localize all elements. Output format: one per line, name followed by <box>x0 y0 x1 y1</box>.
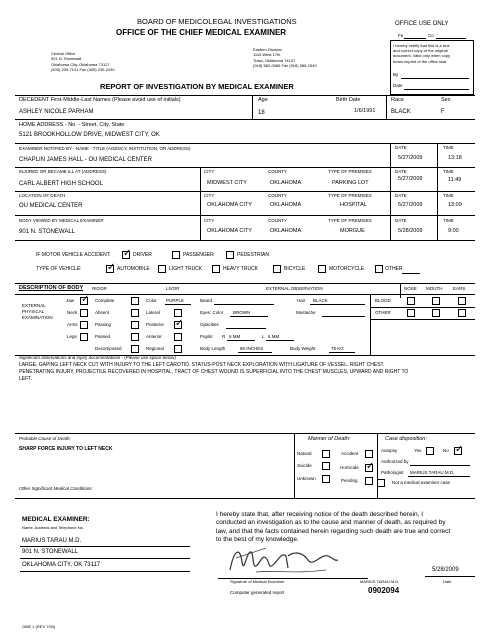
other-mouth-checkbox[interactable] <box>432 309 440 317</box>
other-vehicle-checkbox[interactable] <box>375 265 383 273</box>
driver-label: DRIVER <box>133 252 152 258</box>
cause-of-death-value: SHARP FORCE INJURY TO LEFT NECK <box>19 446 113 452</box>
observations-label: Significant observations and injury documentations - (Please use space below) <box>19 355 176 360</box>
automobile-checkbox[interactable]: ✓ <box>107 262 116 273</box>
manner-unknown-checkbox[interactable] <box>322 475 330 483</box>
examiner-signature <box>226 540 346 580</box>
manner-of-death-label: Manner of Death: <box>308 436 351 442</box>
manner-pending-label: Pending <box>341 478 358 483</box>
viewed-city: OKLAHOMA CITY <box>207 228 252 234</box>
body-length-label: Body Length <box>200 346 226 351</box>
pupil-l-value: 6 MM <box>268 334 280 339</box>
heavy-truck-checkbox[interactable] <box>212 265 220 273</box>
vehicle-type-label: TYPE OF VEHICLE: <box>36 266 82 272</box>
viewed-time: 9:00 <box>448 228 459 234</box>
injured-county-label: COUNTY <box>268 169 287 174</box>
viewed-premises: MORGUE <box>340 228 365 234</box>
body-viewed-value: 901 N. STONEWALL <box>19 229 76 235</box>
form-code: OME 1 (REV 7/00) <box>22 624 56 629</box>
autopsy-yes-label: Yes <box>414 448 422 453</box>
rigor-passing-label: Passing <box>95 322 112 327</box>
medical-examiner-title: MEDICAL EXAMINER: <box>22 516 90 523</box>
driver-checkbox[interactable]: ✓ <box>123 248 132 259</box>
livor-regional-checkbox[interactable] <box>174 345 182 353</box>
death-time: 13:09 <box>448 202 462 208</box>
manner-accident-label: Accident <box>341 451 359 456</box>
pedestrian-checkbox[interactable] <box>226 251 234 259</box>
death-date-label: DATE <box>395 193 407 198</box>
manner-natural-label: Natural <box>297 451 312 456</box>
livor-anterior-checkbox[interactable] <box>174 333 182 341</box>
livor-posterior-label: Posterior <box>146 322 165 327</box>
report-title: REPORT OF INVESTIGATION BY MEDICAL EXAMINER <box>100 82 294 91</box>
certify-copy-text: I hereby certify that this is a true and correct copy of the original document. Valid only when copy bears imprint of the office seal. <box>393 43 451 64</box>
viewed-date: 5/28/2009 <box>398 228 423 234</box>
office-name: OFFICE OF THE CHIEF MEDICAL EXAMINER <box>116 28 287 37</box>
printed-name: MARIUS TARAU M.D. <box>360 579 400 584</box>
blood-ears-checkbox[interactable] <box>458 297 466 305</box>
date-label: Date <box>393 83 403 88</box>
decedent-name-label: DECEDENT First-Middle-Last Names (Please avoid use of initials) <box>19 97 181 103</box>
injured-county: OKLAHOMA <box>270 180 302 186</box>
viewed-city-label: CITY <box>204 218 215 223</box>
not-me-case-label: Not a medical examiner case <box>392 480 451 485</box>
sign-date-label: Date <box>443 579 452 584</box>
sign-date: 5/28/2009 <box>432 567 459 573</box>
rigor-passing-checkbox[interactable] <box>131 321 139 329</box>
beard-label: Beard <box>200 298 213 303</box>
livor-regional-label: Regional <box>146 346 164 351</box>
death-time-label: TIME <box>443 193 454 198</box>
home-address: 5121 BROOKHOLLOW DRIVE, MIDWEST CITY, OK <box>19 132 160 138</box>
opacities-label: Opacities <box>200 322 219 327</box>
bicycle-label: BICYCLE <box>284 266 306 272</box>
mustache-label: Mustache <box>296 310 316 315</box>
injured-date: 5/27/2009 <box>398 176 423 182</box>
race-label: Race <box>391 97 404 103</box>
body-weight-value: 75 KG <box>331 346 344 351</box>
eyes-color-label: Eyes: Color <box>200 310 224 315</box>
examiner-certification: I hereby state that, after receiving notice of the death described herein, I conducted an investigation as to the cause and manner of death, as required by law, and that the facts contained herein regarding such death are true and correct to the best of my knowledge. <box>216 511 451 544</box>
death-county-label: COUNTY <box>268 193 287 198</box>
case-disposition-label: Case disposition: <box>385 436 427 442</box>
injured-city-label: CITY <box>204 169 215 174</box>
rigor-complete-label: Complete <box>95 298 115 303</box>
light-truck-checkbox[interactable] <box>158 265 166 273</box>
notified-date-label: DATE <box>395 145 407 150</box>
decedent-name: ASHLEY NICOLE PARHAM <box>19 109 94 115</box>
eyes-color-value: BROWN <box>233 310 251 315</box>
rigor-arms-checkbox[interactable] <box>80 321 88 329</box>
autopsy-no-label: No <box>443 448 449 453</box>
examiner-name: MARIUS TARAU M.D. <box>22 538 82 544</box>
manner-homicide-label: Homicide <box>340 465 359 470</box>
motorcycle-checkbox[interactable] <box>318 265 326 273</box>
light-truck-label: LIGHT TRUCK <box>169 266 203 272</box>
death-county: OKLAHOMA <box>270 202 302 208</box>
livor-color-label: Color <box>146 298 157 303</box>
notified-date: 5/27/2009 <box>398 155 423 161</box>
passenger-checkbox[interactable] <box>172 251 180 259</box>
pupil-l-label: L <box>262 334 265 339</box>
livor-color-value: PURPLE <box>166 298 185 303</box>
manner-natural-checkbox[interactable] <box>322 450 330 458</box>
age-label: Age <box>258 97 268 103</box>
rigor-passed-label: Passed <box>95 334 111 339</box>
manner-homicide-checkbox[interactable]: ✓ <box>366 461 375 472</box>
injured-time: 11:49 <box>448 177 462 183</box>
signature-label: Signature of Medical Examiner <box>230 579 285 584</box>
manner-suicide-label: Suicide <box>297 463 312 468</box>
livor-label: LIVOR <box>166 286 180 291</box>
rigor-neck-checkbox[interactable] <box>80 309 88 317</box>
rigor-jaw-checkbox[interactable]: ✓ <box>81 294 90 305</box>
automobile-label: AUTOMOBILE <box>117 266 150 272</box>
other-ears-checkbox[interactable] <box>458 309 466 317</box>
injured-premises: PARKING LOT <box>332 180 369 186</box>
rigor-passed-checkbox[interactable] <box>131 333 139 341</box>
injured-at-value: CARL ALBERT HIGH SCHOOL <box>19 181 103 187</box>
pupils-label: Pupils: <box>200 334 214 339</box>
livor-anterior-label: Anterior <box>146 334 162 339</box>
cause-of-death-label: Probable Cause of Death: <box>19 436 71 441</box>
bicycle-checkbox[interactable] <box>273 265 281 273</box>
rigor-legs-label: Legs <box>67 334 77 339</box>
rigor-arms-label: Arms <box>67 322 78 327</box>
hair-label: Hair <box>297 298 306 303</box>
death-date: 5/27/2009 <box>398 202 423 208</box>
viewed-premises-label: TYPE OF PREMISES <box>328 218 372 223</box>
eastern-division-address: Eastern Division 1115 West 17th Tulsa, Oklahoma 74107 (918) 582-0985 Fax (918) 585-1549 <box>253 47 317 69</box>
notified-value: CHAPLIN JAMES HALL - OU MEDICAL CENTER <box>19 157 152 163</box>
birth-date-value: 1/6/1991 <box>354 108 376 114</box>
office-use-only-label: OFFICE USE ONLY <box>395 21 449 27</box>
motor-accident-label: IF MOTOR VEHICLE ACCIDENT: <box>36 252 111 258</box>
viewed-county-label: COUNTY <box>268 218 287 223</box>
examiner-address: 901 N. STONEWALL <box>22 549 79 555</box>
rigor-absent-checkbox[interactable] <box>131 309 139 317</box>
external-exam-label: EXTERNAL PHYSICAL EXAMINATION <box>22 303 53 320</box>
other-label: OTHER <box>375 310 391 315</box>
home-address-label: HOME ADDRESS - No. - Street, City, State <box>19 122 125 128</box>
death-premises-label: TYPE OF PREMISES <box>328 193 372 198</box>
rigor-decomposed-label: Decomposed <box>95 346 122 351</box>
death-premises: HOSPITAL <box>340 202 367 208</box>
co-label: Co <box>428 33 434 38</box>
central-office-address: Central Office 901 N. Stonewall Oklahoma City, Oklahoma 73117 (405) 239-7141 Fax (405) 239-2430 <box>51 51 115 73</box>
pathologist-label: Pathologist <box>381 470 404 475</box>
fe-label: Fe <box>398 33 404 38</box>
death-city: OKLAHOMA CITY <box>207 202 252 208</box>
description-of-body-label: DESCRIPTION OF BODY <box>19 285 84 291</box>
rigor-jaw-label: Jaw <box>66 298 75 303</box>
board-name: BOARD OF MEDICOLEGAL INVESTIGATIONS <box>137 17 297 26</box>
birth-date-label: Birth Date <box>336 97 361 103</box>
not-me-case-checkbox[interactable] <box>377 479 385 487</box>
rigor-label: RIGOR <box>92 286 107 291</box>
heavy-truck-label: HEAVY TRUCK <box>223 266 259 272</box>
medical-examiner-sub: Name, Address and Telephone No. <box>22 525 84 530</box>
pedestrian-label: PEDESTRIAN <box>237 252 269 258</box>
rigor-neck-label: Neck <box>67 310 78 315</box>
authorized-by-label: Authorized by <box>381 459 409 464</box>
rigor-absent-label: Absent <box>95 310 110 315</box>
livor-posterior-checkbox[interactable]: ✓ <box>175 318 184 329</box>
injured-date-label: DATE <box>395 169 407 174</box>
notified-time: 13:18 <box>448 155 462 161</box>
other-nose-checkbox[interactable] <box>407 309 415 317</box>
injured-at-label: INJURED OR BECAME ILL AT (ADDRESS) <box>19 169 107 174</box>
pupil-r-value: 6 MM <box>229 334 241 339</box>
external-observation-label: EXTERNAL OBSERVATION <box>266 286 323 291</box>
notified-time-label: TIME <box>443 145 454 150</box>
body-length-value: 66 INCHES <box>240 346 264 351</box>
injured-city: MIDWEST CITY <box>207 180 247 186</box>
case-number: 0902094 <box>368 586 400 595</box>
manner-suicide-checkbox[interactable] <box>322 462 330 470</box>
death-city-label: CITY <box>204 193 215 198</box>
blood-nose-checkbox[interactable] <box>407 297 415 305</box>
generated-label: Computer generated report <box>230 590 285 595</box>
ears-label: EARS <box>453 286 466 291</box>
nose-label: NOSE <box>404 286 417 291</box>
age-value: 18 <box>258 110 265 116</box>
manner-pending-checkbox[interactable] <box>365 477 373 485</box>
livor-lateral-checkbox[interactable] <box>174 309 182 317</box>
livor-lateral-label: Lateral <box>146 310 160 315</box>
pupil-r-label: R <box>222 334 226 339</box>
blood-label: BLOOD <box>375 298 391 303</box>
body-weight-label: Body Weight <box>290 346 316 351</box>
autopsy-yes-checkbox[interactable] <box>426 447 434 455</box>
viewed-time-label: TIME <box>443 218 454 223</box>
rigor-legs-checkbox[interactable] <box>80 333 88 341</box>
notified-label: EXAMINER NOTIFIED BY - NAME - TITLE (AGENCY, INSTITUTION, OR ADDRESS) <box>19 146 191 151</box>
hair-value: BLACK <box>313 298 328 303</box>
injured-time-label: TIME <box>443 169 454 174</box>
manner-unknown-label: Unknown <box>297 476 316 481</box>
autopsy-label: Autopsy <box>381 448 398 453</box>
body-viewed-label: BODY VIEWED BY MEDICAL EXAMINER <box>19 218 104 223</box>
mouth-label: MOUTH <box>426 286 443 291</box>
death-location-label: LOCATION OF DEATH <box>19 193 66 198</box>
examiner-city: OKLAHOMA CITY, OK 73117 <box>22 562 101 568</box>
observations-text: LARGE, GAPING LEFT NECK CUT WITH INJURY TO THE LEFT CAROTID. STATUS-POST NECK EXPLORATION WITH LIGATURE OF VESSEL. RIGHT CHEST PENETRATING INJURY, PROJECTILE RECOVERED IN HOSPITAL. TRACT OF CHEST WOUND IS SUPERFICIAL INTO THE CHEST MUSCLES, UPWARD AND RIGHT TO LEFT. <box>19 362 409 382</box>
manner-accident-checkbox[interactable] <box>365 450 373 458</box>
autopsy-no-checkbox[interactable]: ✓ <box>455 444 464 455</box>
by-label: By <box>393 72 399 77</box>
viewed-county: OKLAHOMA <box>270 228 302 234</box>
other-vehicle-label: OTHER <box>385 266 403 272</box>
rigor-complete-checkbox[interactable] <box>131 297 139 305</box>
death-location-value: OU MEDICAL CENTER <box>19 203 83 209</box>
viewed-date-label: DATE <box>395 218 407 223</box>
motorcycle-label: MOTORCYCLE <box>329 266 365 272</box>
blood-mouth-checkbox[interactable] <box>432 297 440 305</box>
other-conditions-label: Other Significant Medical Conditions: <box>19 486 93 491</box>
pathologist-name: MARIUS TARAU M.D. <box>410 470 455 475</box>
race-value: BLACK <box>391 109 411 115</box>
sex-value: F <box>441 109 445 115</box>
passenger-label: PASSENGER <box>183 252 214 258</box>
rigor-decomposed-checkbox[interactable] <box>131 345 139 353</box>
injured-premises-label: TYPE OF PREMISES <box>328 169 372 174</box>
sex-label: Sex <box>441 97 451 103</box>
